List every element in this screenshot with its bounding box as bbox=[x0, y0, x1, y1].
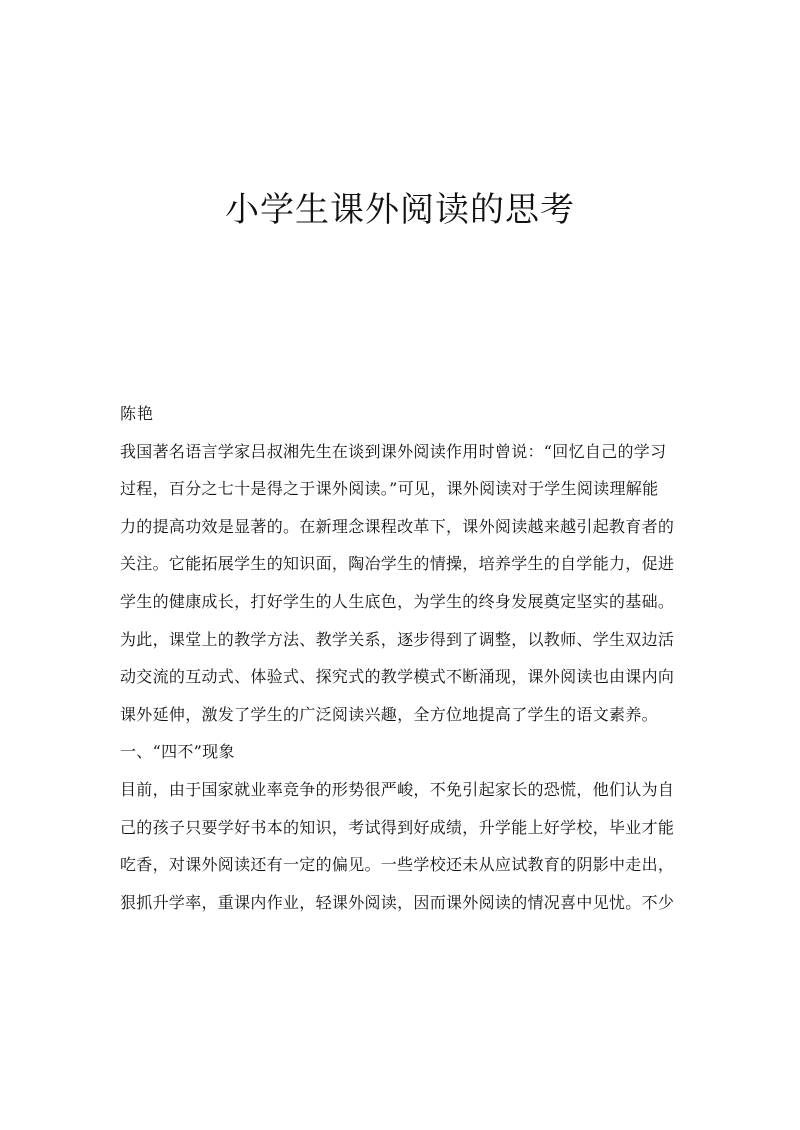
document-title: 小学生课外阅读的思考 bbox=[225, 190, 575, 230]
paragraph-line: 我国著名语言学家吕叔湘先生在谈到课外阅读作用时曾说：“回忆自己的学习 bbox=[120, 441, 667, 461]
paragraph-line: 课外延伸，激发了学生的广泛阅读兴趣，全方位地提高了学生的语文素养。 bbox=[120, 704, 658, 724]
paragraph-line: 学生的健康成长，打好学生的人生底色，为学生的终身发展奠定坚实的基础。 bbox=[120, 591, 675, 611]
paragraph-line: 动交流的互动式、体验式、探究式的教学模式不断涌现，课外阅读也由课内向 bbox=[120, 667, 675, 687]
paragraph-line: 狠抓升学率，重课内作业，轻课外阅读，因而课外阅读的情况喜中见忧。不少 bbox=[120, 892, 675, 912]
author-name: 陈艳 bbox=[120, 404, 155, 423]
paragraph-line: 目前，由于国家就业率竞争的形势很严峻，不免引起家长的恐慌，他们认为自 bbox=[120, 779, 675, 799]
paragraph-line: 力的提高功效是显著的。在新理念课程改革下，课外阅读越来越引起教育者的 bbox=[120, 516, 675, 536]
paragraph-line: 关注。它能拓展学生的知识面，陶冶学生的情操，培养学生的自学能力，促进 bbox=[120, 554, 675, 574]
paragraph-line: 过程，百分之七十是得之于课外阅读。”可见，课外阅读对于学生阅读理解能 bbox=[120, 479, 659, 499]
paragraph-line: 己的孩子只要学好书本的知识，考试得到好成绩，升学能上好学校，毕业才能 bbox=[120, 817, 675, 837]
section-heading: 一、“四不”现象 bbox=[120, 742, 235, 762]
document-body bbox=[120, 395, 676, 921]
paragraph-line: 为此，课堂上的教学方法、教学关系，逐步得到了调整，以教师、学生双边活 bbox=[120, 629, 675, 649]
paragraph-line: 吃香，对课外阅读还有一定的偏见。一些学校还未从应试教育的阴影中走出， bbox=[120, 855, 675, 875]
